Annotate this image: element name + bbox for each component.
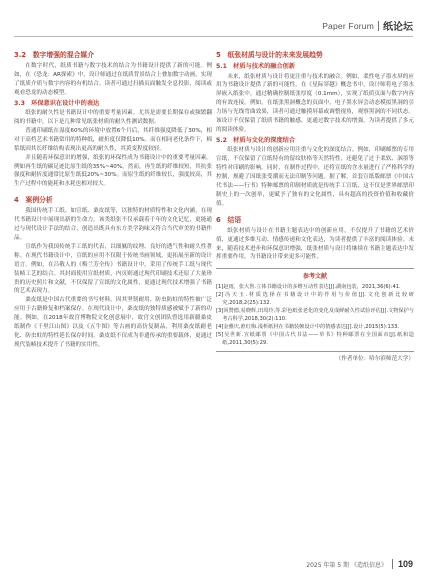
section-4-paragraph-2: 宣纸作为我国传统手工纸的代表，以细腻的纹理、良好的透气性和耐久性著称。在现代书籍设计中，宣纸的应用不仅限于传统书画领域，更拓展至新的设计语言。例如，在吕敬人的《梅兰芳全传》书籍设计中，采用了传统手工纸与现代装帧工艺的结合。其封面使用宣纸材质，内页则通过现代印刷技术还原了大量珍贵的历史照片和文献，不仅保留了宣纸的文化属性，更通过现代技术增强了书籍的艺术表现力。 bbox=[14, 243, 212, 295]
section-4-paragraph-3: 桑皮纸是中国古代重要的书写材料，因其坚韧耐用、防虫防蛀的特性被广泛应用于古籍修复和档案保存。在现代设计中，桑皮纸的独特质感被赋予了新的功能。例如，在2018年故宫博物院文化创意展中，故宫文创团队曾选用新疆桑皮纸制作《千里江山图》以及《五牛图》等古画的高仿复制品，利用桑皮纸耐老化、防虫蛀的特性延长保存时间。桑皮纸不仅成为非遗传承的重要载体，更通过现代装帧技术提升了书籍的实用性。 bbox=[14, 297, 212, 348]
left-column bbox=[14, 48, 212, 350]
section-3-3-paragraph-2: 普通印刷纸在湿度60%的环境中放置6个月后，其纤维强度降低了30%，相对于高档艺术书籍常用的特种纸，耐折度仅降低10%。而在相同老化条件下，棉浆纸因其长纤维结构表现出更高的耐久性，其黄变程度较轻。 bbox=[14, 127, 212, 152]
section-3-2-heading: 3.2 数字增强的混合媒介 bbox=[14, 51, 95, 59]
section-5-1-paragraph: 未来，纸张材质与设计将更注重与技术的融合。例如，柔性电子墨水屏的应用为书籍设计提供了新的可能性。在《星际穿越》概念书中，设计师将电子墨水屏嵌入纸张中，通过精确控制纸张厚度（0.1mm），实现了纸质页面与数字内容的有效连接。例如，在纸张黑洞概念的页面中，电子墨水屏会动态模拟黑洞的引力场与光线弯曲效果，读者可通过触摸屏幕或调整视角，观察黑洞的不同状态。该设计不仅保留了纸质书籍的触感，更通过数字技术的增强，为读者提供了多元的阅读体验。 bbox=[216, 73, 414, 133]
reference-item: [2]冯天玉.材质选择在书籍设计中的作用与价值[J].文化创新比较研究,2018,2(25):132. bbox=[216, 292, 414, 307]
reference-item: [4]金雅庆,淮红梅.浅析纸材在书籍装帧设计中的情感表达[J].设计,2015(5):133. bbox=[216, 324, 400, 331]
section-6-paragraph: 纸张材质与设计在书籍主题表达中的创新应用，不仅提升了书籍的艺术价值，更通过多维互动、情感传递和文化表达，为读者提供了丰富的阅读体验。未来，随着技术进步和环保意识增强，纸张材质与设计将继续在书籍主题表达中发挥重要作用，为书籍设计带来更多可能性。 bbox=[216, 227, 414, 261]
reference-item: [3]回赞德,易晓辉,田周玲,等.彩色纸张老化的变化及成鲜耐久性试验评估[J].文物保护与考古科学,2018,30(2):110. bbox=[216, 308, 414, 323]
section-4-paragraph-1: 我国传统手工纸、如宣纸、桑皮纸等，以独特的材质特性和文化内涵，在现代书籍设计中展现出新的生命力。该类纸张不仅承载着千年的文化记忆，更能通过与现代设计手法的结合，创造出既具有东方美学韵味又符合当代审美的书籍作品。 bbox=[14, 208, 212, 241]
right-column bbox=[216, 48, 414, 364]
section-5-2-paragraph: 纸张材质与设计的创新应用注重与文化的深度结合。例如，印刷邮票的专用宣纸，不仅保留了宣纸特有的留纹肤格等天然特性，还避免了过于柔软、洇墨等特性对印刷的影响。同时，在制作过程中，还将宣纸的含水量进行了严格科学的控制，规避了因纸张受潮而无法印制等问题。据了解，首套宣纸版邮票《中国古代书法——行书》特种邮票的印制材质就是传统手工宣纸，这不仅是世界邮票印制史上的一次创举，更赋予了独有的文化属性，具有超高的投资价值和收藏价值。 bbox=[216, 147, 414, 207]
references-box bbox=[216, 268, 414, 352]
footer-divider bbox=[392, 559, 393, 569]
author-affiliation: （作者单位：哈尔滨师范大学） bbox=[335, 356, 414, 363]
section-6-heading: 6 结语 bbox=[216, 215, 242, 224]
reference-item: [5]吴世新.宣纸邮票《中国古代书法——草书》特种邮票在全国面市[J].纸和造纸,2011,30(5):29. bbox=[216, 332, 414, 347]
page-footer bbox=[306, 559, 413, 569]
issue-info: 2025 年第 5 期 《造纸信息》 bbox=[306, 561, 387, 569]
references-title: 参考文献 bbox=[302, 273, 327, 281]
forum-name-en: Paper Forum bbox=[322, 20, 374, 31]
reference-item: [1]赵雨，张大鲁.立体书籍设计的多维互动性表达[J].湖南包装，2021,36(6):41. bbox=[216, 284, 401, 291]
page-header bbox=[322, 18, 413, 33]
section-3-3-paragraph-1: 纸张的耐久性是书籍设计中的重要考量因素。尤其是需要长期保存或频繁翻阅的书籍中，以下是几种常见纸张材质的耐久性测试数据。 bbox=[14, 110, 212, 126]
page-number: 109 bbox=[397, 559, 413, 569]
section-3-2-paragraph: 在数字时代，纸质书籍与数字技术的结合为书籍设计提供了新的可能。例如，在《恐龙：AR探索》中，设计师通过在纸质背景结合上叠加数字动画，实现了纸质介质与数字内容的有机结合。读者可通过扫描页面触发全息投影，阅读或观看恐龙的动态模型。 bbox=[14, 63, 212, 96]
section-5-2-heading: 5.2 材质与文化的深度结合 bbox=[216, 136, 296, 144]
forum-name-cn: 纸论坛 bbox=[383, 22, 413, 33]
header-rule bbox=[14, 36, 413, 37]
section-3-3-heading: 3.3 环保意识在设计中的表达 bbox=[14, 99, 100, 107]
header-divider bbox=[378, 21, 379, 31]
section-5-1-heading: 5.1 材质与技术的融合创新 bbox=[216, 63, 296, 70]
section-4-heading: 4 案例分析 bbox=[14, 196, 53, 205]
section-3-3-paragraph-3: 并且随着环保意识的增强，纸张的环保性成为书籍设计中的重要考量因素。例如再生纸的碳足迹比原生纸的35%~40%，然而，再生纸的纤维较短，其抗张强度和耐折度通常比原生纸低20%~30%。而原生纸的纤维较长，强度较高，其生产过程中的能耗和水耗也相对较大。 bbox=[14, 154, 212, 188]
section-5-heading: 5 纸张材质与设计的未来发展趋势 bbox=[216, 51, 323, 59]
